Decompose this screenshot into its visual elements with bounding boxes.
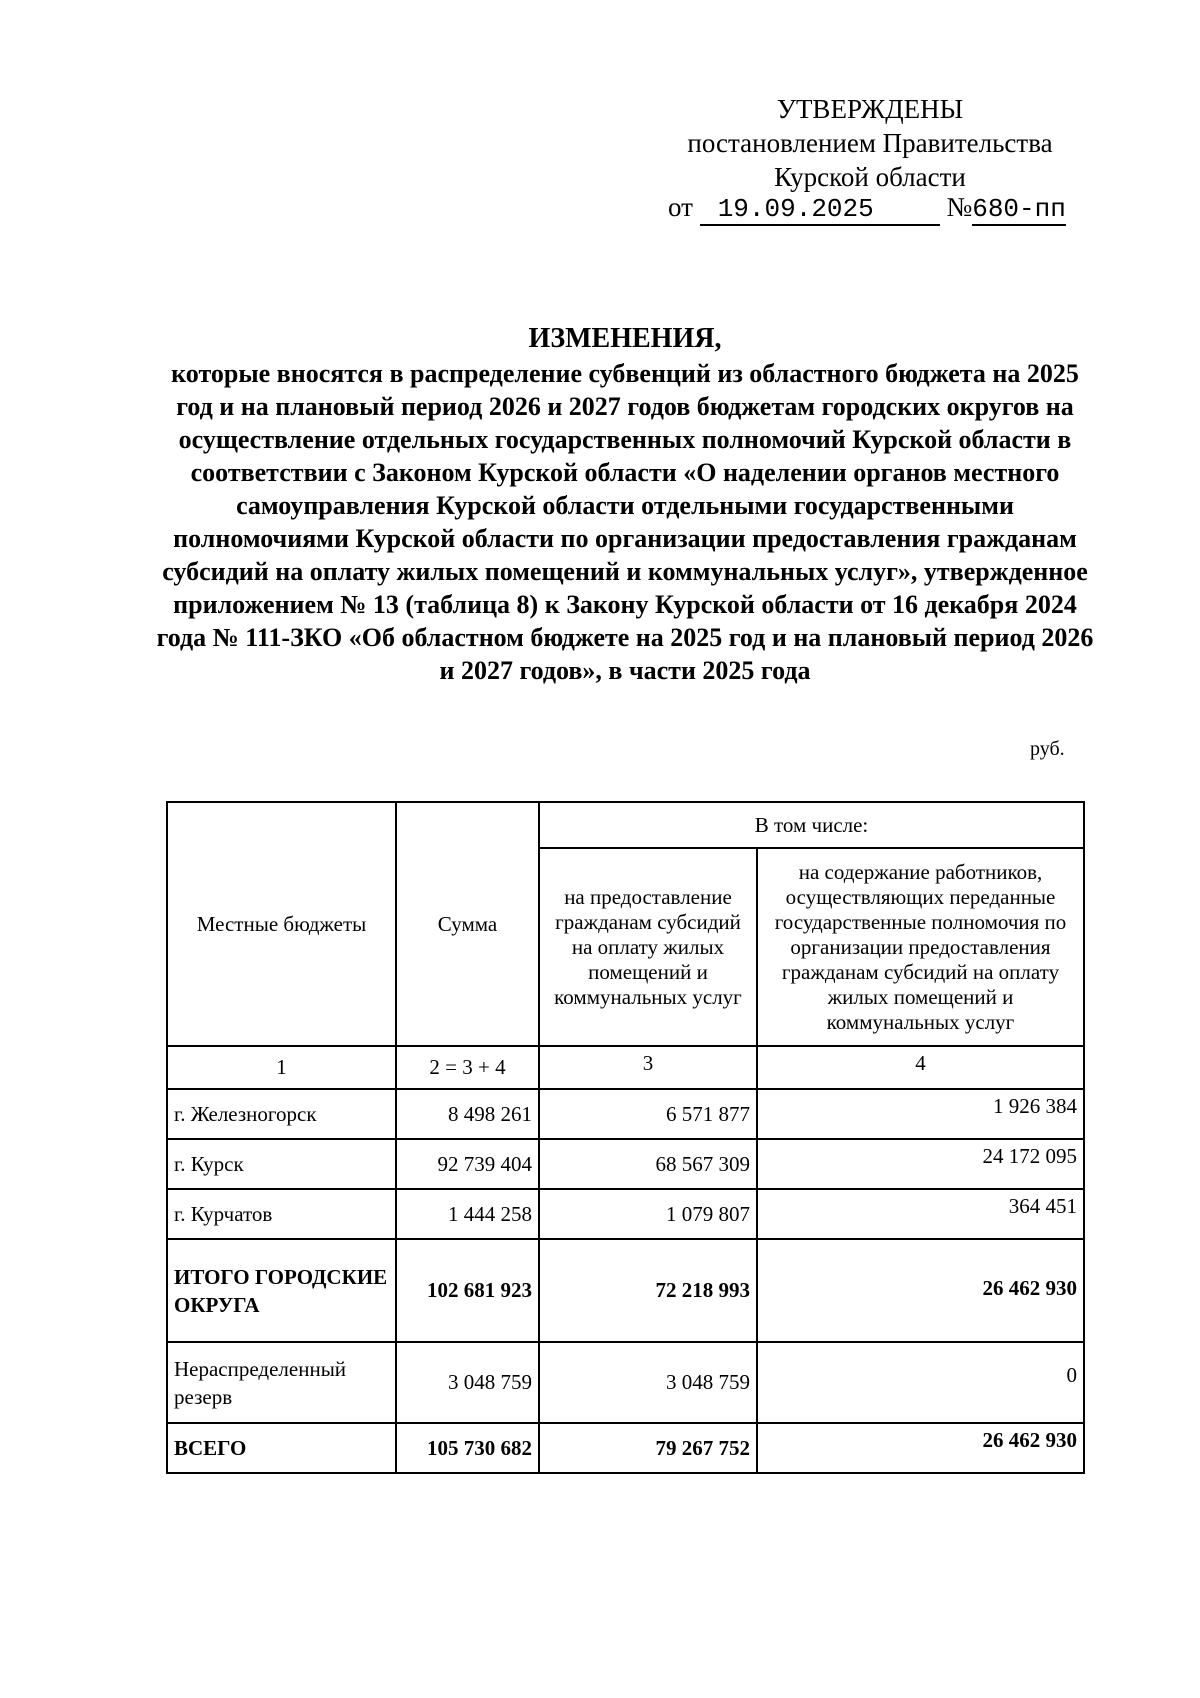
row-col3: 68 567 309: [539, 1139, 757, 1189]
approval-line-2: Курской области: [774, 162, 966, 192]
title-body: которые вносятся в распределение субвенций из областного бюджета на 2025 год и на плановый период 2026 и 2027 годов бюджетам городских округов на осуществление отдельных государственных полномочий Курской области в соответствии с Законом Курской области «О наделении органов местного самоуправления Курской области отдельными государственными полномочиями Курской области по организации предоставления гражданам субсидий на оплату жилых помещений и коммунальных услуг», утвержденное приложением № 13 (таблица 8) к Закону Курской области от 16 декабря 2024 года № 111-ЗКО «Об областном бюджете на 2025 год и на плановый период 2026 и 2027 годов», в части 2025 года: [156, 359, 1094, 685]
col-number: 3: [539, 1046, 757, 1089]
row-sum: 102 681 923: [396, 1239, 539, 1342]
row-name: г. Курчатов: [167, 1189, 396, 1239]
approval-date-number: [668, 192, 1066, 226]
header-sum: Сумма: [396, 802, 539, 1046]
row-name: ИТОГО ГОРОДСКИЕ ОКРУГА: [167, 1239, 396, 1342]
row-col3: 1 079 807: [539, 1189, 757, 1239]
col-number: 4: [757, 1046, 1084, 1089]
approval-number: 680-пп: [972, 194, 1066, 224]
row-col3: 79 267 752: [539, 1423, 757, 1473]
table-row: [167, 1342, 1084, 1423]
table-row-subtotal: [167, 1239, 1084, 1342]
approval-block: [640, 92, 1100, 194]
row-col4: 1 926 384: [757, 1089, 1084, 1139]
approval-line-1: постановлением Правительства: [687, 128, 1053, 158]
title-heading: ИЗМЕНЕНИЯ,: [528, 323, 722, 354]
row-col4: 0: [757, 1342, 1084, 1423]
approval-heading: УТВЕРЖДЕНЫ: [776, 94, 964, 124]
approval-date: 19.09.2025: [700, 194, 940, 226]
table-row: [167, 1139, 1084, 1189]
header-col3: на предоставление гражданам субсидий на оплату жилых помещений и коммунальных услуг: [539, 848, 757, 1046]
header-col4: на содержание работников, осуществляющих переданные государственные полномочия по организации предоставления гражданам субсидий на оплату жилых помещений и коммунальных услуг: [757, 848, 1084, 1046]
col-number: 2 = 3 + 4: [396, 1046, 539, 1089]
unit-label: руб.: [1030, 738, 1065, 760]
row-col3: 3 048 759: [539, 1342, 757, 1423]
row-name: г. Курск: [167, 1139, 396, 1189]
row-col4: 26 462 930: [757, 1423, 1084, 1473]
row-name: Нераспределенный резерв: [167, 1342, 396, 1423]
row-sum: 105 730 682: [396, 1423, 539, 1473]
number-prefix: №: [946, 192, 973, 222]
date-prefix: от: [668, 192, 693, 222]
row-sum: 3 048 759: [396, 1342, 539, 1423]
row-col4: 24 172 095: [757, 1139, 1084, 1189]
table-row-total: [167, 1423, 1084, 1473]
subventions-table: [166, 801, 1085, 1474]
table-row: [167, 1189, 1084, 1239]
row-col4: 26 462 930: [757, 1239, 1084, 1342]
document-title: [150, 322, 1100, 687]
header-including: В том числе:: [539, 802, 1084, 848]
row-sum: 92 739 404: [396, 1139, 539, 1189]
row-sum: 1 444 258: [396, 1189, 539, 1239]
col-number: 1: [167, 1046, 396, 1089]
row-col3: 72 218 993: [539, 1239, 757, 1342]
row-name: ВСЕГО: [167, 1423, 396, 1473]
row-name: г. Железногорск: [167, 1089, 396, 1139]
table-row: [167, 1089, 1084, 1139]
row-col4: 364 451: [757, 1189, 1084, 1239]
header-local-budgets: Местные бюджеты: [167, 802, 396, 1046]
row-col3: 6 571 877: [539, 1089, 757, 1139]
row-sum: 8 498 261: [396, 1089, 539, 1139]
